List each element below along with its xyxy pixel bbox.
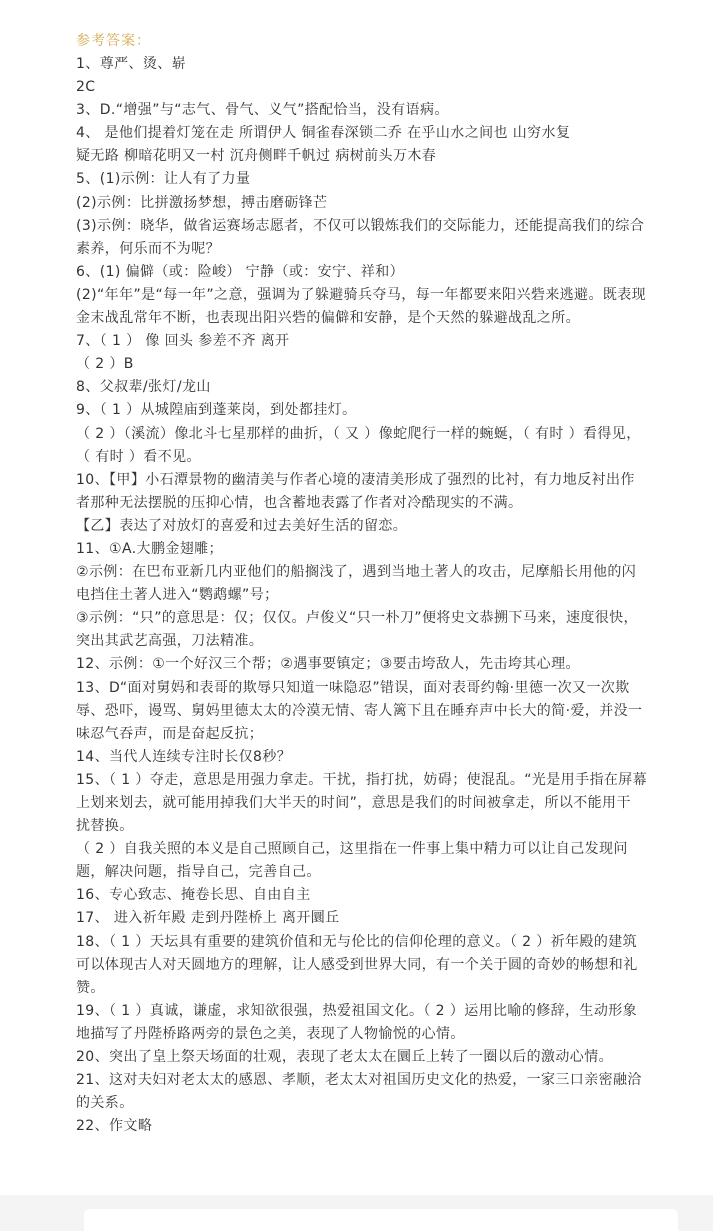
answer-line: 上划来划去，就可能用掉我们大半天的时间”，意思是我们的时间被拿走，所以不能用干 [76, 795, 631, 811]
answer-line: 题，解决问题，指导自己，完善自己。 [76, 864, 321, 881]
answer-line: 12、示例：①一个好汉三个帮；②遇事要镇定；③要击垮敌人，先击垮其心理。 [76, 656, 580, 673]
answer-line: 的关系。 [76, 1095, 134, 1112]
answer-line: 2C [76, 79, 96, 96]
answer-line: ②示例：在巴布亚新几内亚他们的船搁浅了，遇到当地土著人的攻击，尼摩船长用他的闪 [76, 564, 637, 581]
answer-content [76, 30, 688, 1138]
answer-line: （ 2 ）自我关照的本义是自己照顾自己，这里指在一件事上集中精力可以让自己发现问 [76, 841, 628, 858]
answer-line: 3、D.“增强”与“志气、骨气、义气”搭配恰当，没有语病。 [76, 102, 449, 119]
answer-line: 18、（ 1 ）天坛具有重要的建筑价值和无与伦比的信仰伦理的意义。（ 2 ）祈年殿的建筑 [76, 933, 638, 950]
page-footer [0, 1195, 713, 1231]
answer-line: （ 2 ）（溪流）像北斗七星那样的曲折，（ 又 ）像蛇爬行一样的蜿蜒，（ 有时 ）看得见， [76, 425, 641, 442]
answer-line: 22、作文略 [76, 1118, 153, 1135]
answer-line: 素养，何乐而不为呢？ [76, 240, 220, 257]
answer-line: 可以体现古人对天圆地方的理解，让人感受到世界大同，有一个关于圆的奇妙的畅想和礼 [76, 956, 638, 973]
answer-line: 13、D“面对舅妈和表哥的欺辱只知道一味隐忍”错误，面对表哥约翰·里德一次又一次欺 [76, 679, 630, 696]
answer-heading: 参考答案： [76, 33, 151, 49]
answer-line: 8、父叔辈/张灯/龙山 [76, 379, 211, 396]
answer-line: （ 有时 ）看不见。 [76, 448, 201, 465]
answer-line: 【乙】表达了对放灯的喜爱和过去美好生活的留恋。 [76, 517, 408, 534]
answer-line: 金末战乱常年不断，也表现出阳兴砦的偏僻和安静，是个天然的躲避战乱之所。 [76, 310, 580, 327]
answer-line: 味忍气吞声，而是奋起反抗； [76, 725, 264, 742]
answer-line: 10、【甲】小石潭景物的幽清美与作者心境的凄清美形成了强烈的比衬，有力地反衬出作 [76, 471, 635, 488]
answer-line: 15、（ 1 ）夺走，意思是用强力拿走。干扰，指打扰，妨碍；使混乱。“光是用手指在屏幕 [76, 771, 648, 788]
answer-line: 疑无路 柳暗花明又一村 沉舟侧畔千帆过 病树前头万木春 [76, 148, 437, 165]
answer-line: 5、(1)示例：让人有了力量 [76, 171, 251, 188]
answer-line: 11、①A.大鹏金翅雕； [76, 540, 223, 557]
answer-line: 7、（ 1 ） 像 回头 参差不齐 离开 [76, 333, 290, 350]
answer-line: 辱、恐吓，谩骂、舅妈里德太太的冷漠无情、寄人篱下且在睡弃声中长大的简·爱，并没一 [76, 702, 643, 719]
answer-line: （ 2 ）B [76, 356, 134, 373]
answer-line: 地描写了丹陛桥路两旁的景色之美，表现了人物愉悦的心情。 [76, 1025, 465, 1042]
answer-line: 17、 进入祈年殿 走到丹陛桥上 离开圜丘 [76, 910, 340, 927]
answer-line: 20、突出了皇上祭天场面的壮观，表现了老太太在圜丘上转了一圈以后的激动心情。 [76, 1049, 614, 1066]
answer-line: 电挡住土著人进入“鹦鹉螺”号； [76, 587, 279, 604]
answer-line: 19、（ 1 ）真诚，谦虚，求知欲很强，热爱祖国文化。（ 2 ）运用比喻的修辞，生动形象 [76, 1002, 638, 1019]
answer-line: (2)示例：比拼激扬梦想，搏击磨砺锋芒 [76, 194, 328, 211]
answer-line: ③示例：“只”的意思是：仅；仅仅。卢俊义“只一朴刀”便将史文恭搠下马来，速度很快， [76, 610, 638, 627]
answer-line: (3)示例：晓华，做省运赛场志愿者，不仅可以锻炼我们的交际能力，还能提高我们的综合 [76, 217, 645, 234]
answer-line: (2)“年年”是“每一年”之意，强调为了躲避骑兵夺马，每一年都要来阳兴砦来逃避。既表现 [76, 286, 647, 303]
answer-line: 者那种无法摆脱的压抑心情，也含蓄地表露了作者对冷酷现实的不满。 [76, 494, 523, 511]
answer-lines [76, 53, 688, 1138]
answer-line: 4、 是他们提着灯笼在走 所谓伊人 铜雀春深锁二乔 在乎山水之间也 山穷水复 [76, 125, 571, 142]
answer-line: 9、（ 1 ）从城隍庙到蓬莱岗，到处都挂灯。 [76, 402, 357, 419]
answer-line: 16、专心致志、掩卷长思、自由自主 [76, 887, 311, 904]
answer-line: 突出其武艺高强，刀法精准。 [76, 633, 264, 650]
answer-line: 6、(1) 偏僻（或：险峻） 宁静（或：安宁、祥和） [76, 263, 405, 280]
answer-line: 1、尊严、烫、崭 [76, 56, 187, 72]
answer-line: 扰替换。 [76, 818, 134, 835]
answer-line: 赞。 [76, 979, 105, 996]
answer-line: 14、当代人连续专注时长仅8秒？ [76, 748, 292, 765]
footer-card [84, 1209, 678, 1231]
answer-line: 21、这对夫妇对老太太的感恩、孝顺，老太太对祖国历史文化的热爱，一家三口亲密融洽 [76, 1072, 642, 1089]
